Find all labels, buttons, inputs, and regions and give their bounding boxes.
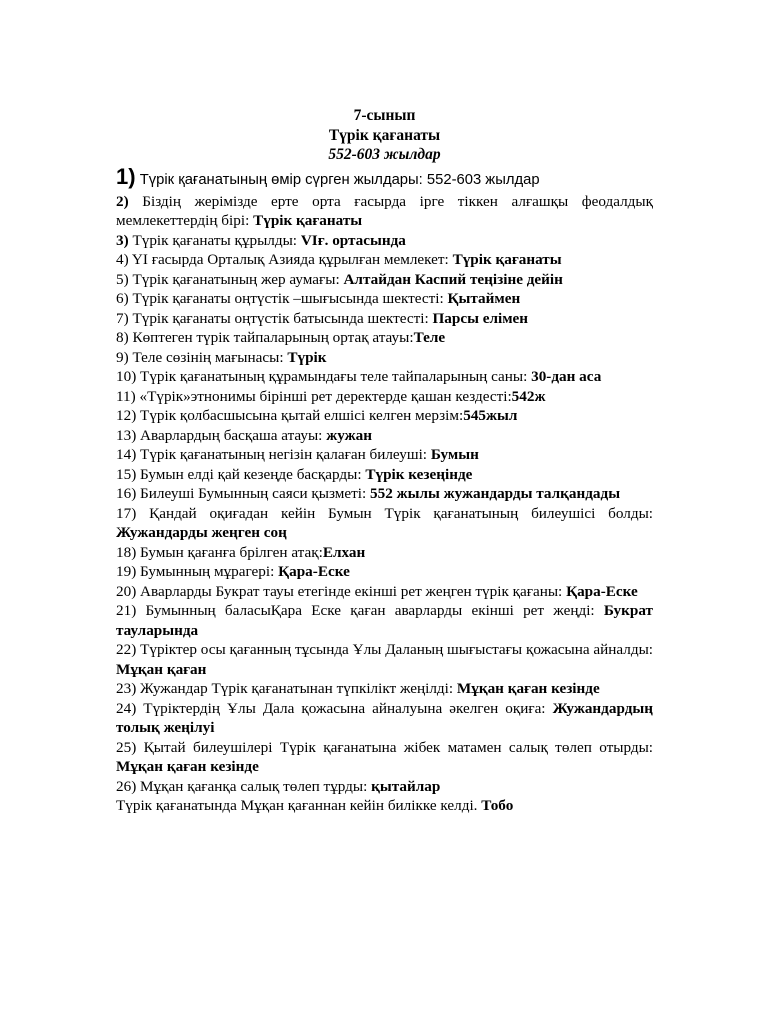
- answer-text: Түрік қағанаты: [452, 251, 562, 268]
- document-page: [116, 106, 653, 816]
- question-text: Көптеген түрік тайпаларының ортақ атауы:: [132, 329, 414, 346]
- question-item: [116, 484, 653, 504]
- answer-text: Түрік: [287, 348, 327, 366]
- question-text: YI ғасырда Орталық Азияда құрылған мемлекет:: [131, 251, 453, 268]
- question-number: 3): [116, 231, 129, 249]
- answer-text: Тобо: [481, 797, 514, 814]
- question-number: 10): [116, 368, 137, 385]
- question-item: [116, 406, 653, 426]
- question-number: 4): [116, 251, 129, 268]
- question-text: Билеуші Бумынның саяси қызметі:: [140, 485, 370, 502]
- question-number: 13): [116, 426, 137, 444]
- question-list: [116, 165, 653, 816]
- question-text: Бумын қағанға брілген атақ:: [140, 543, 323, 561]
- question-item: [116, 777, 653, 797]
- question-number: 12): [116, 407, 137, 424]
- question-item: [116, 582, 653, 602]
- answer-text: Елхан: [322, 543, 366, 561]
- question-number: 15): [116, 465, 137, 483]
- answer-text: Жужандардың толық жеңілуі: [116, 699, 654, 736]
- answer-text: Қытаймен: [447, 290, 521, 307]
- question-number: 5): [116, 270, 129, 288]
- answer-text: Букрат тауларында: [116, 602, 654, 639]
- question-item: [116, 367, 653, 387]
- answer-text: Мұқан қаған: [116, 660, 207, 678]
- question-number: 11): [116, 387, 136, 405]
- grade-heading: 7-сынып: [353, 107, 416, 124]
- question-text: Түрік қағанатының құрамындағы теле тайпаларының саны:: [140, 368, 532, 385]
- question-item: [116, 270, 653, 290]
- question-number: 6): [116, 290, 129, 307]
- question-item: [116, 426, 653, 446]
- answer-text: Теле: [413, 329, 446, 346]
- question-item: [116, 562, 653, 582]
- question-text: Түрік қағанатының негізін қалаған билеуші:: [140, 446, 431, 463]
- question-text: Бумынның мұрагері:: [140, 563, 279, 580]
- answer-text: Бумын: [430, 446, 479, 463]
- question-text: Біздің жерімізде ерте орта ғасырда ірге тіккен алғашқы феодалдық мемлекеттердің бірі:: [116, 192, 653, 229]
- question-text: Түрік қолбасшысына қытай елшісі келген мерзім:: [140, 407, 464, 424]
- question-number: 26): [116, 777, 137, 795]
- question-text: Түрік қағанаты оңтүстік батысында шектесті:: [132, 309, 433, 327]
- question-item: [116, 543, 653, 563]
- question-text: Түрік қағанатында Мұқан қағаннан кейін билікке келді.: [116, 797, 482, 814]
- question-item: [116, 192, 653, 231]
- answer-text: 542ж: [511, 387, 546, 405]
- question-text: Аварларды Букрат тауы етегінде екінші рет жеңген түрік қағаны:: [140, 582, 567, 600]
- question-item: [116, 640, 653, 679]
- question-number: 17): [116, 504, 137, 522]
- answer-text: Жужандарды жеңген соң: [116, 524, 287, 541]
- question-item: [116, 699, 653, 738]
- question-item: [116, 387, 653, 407]
- question-text: Қандай оқиғадан кейін Бумын Түрік қағанатының билеушісі болды:: [149, 504, 654, 522]
- answer-text: Қара-Еске: [566, 582, 638, 600]
- question-text: Бумынның баласыҚара Еске қаған аварларды екінші рет жеңді:: [145, 602, 604, 619]
- question-text: Қытай билеушілері Түрік қағанатына жібек матамен салық төлеп отырды:: [143, 738, 654, 756]
- question-item: [116, 231, 653, 251]
- question-number: 21): [116, 602, 137, 619]
- question-text: Теле сөзінің мағынасы:: [132, 348, 288, 366]
- question-text: Жужандар Түрік қағанатынан түпкілікт жеңілді:: [140, 680, 457, 697]
- question-item: [116, 289, 653, 309]
- answer-text: Түрік қағанаты: [253, 212, 363, 229]
- question-text: Түріктер осы қағанның тұсында Ұлы Даланың шығыстағы қожасына айналды:: [140, 641, 654, 658]
- question-text: Түрік қағанатының жер аумағы:: [132, 270, 344, 288]
- question-item: [116, 250, 653, 270]
- question-number: 23): [116, 680, 137, 697]
- answer-text: VIғ. ортасында: [300, 231, 406, 249]
- question-item: [116, 348, 653, 368]
- question-text: Түрік қағанаты оңтүстік –шығысында шектесті:: [132, 290, 448, 307]
- answer-text: жужан: [326, 426, 372, 444]
- question-item: [116, 738, 653, 777]
- question-text: Түрік қағанаты құрылды:: [132, 231, 301, 249]
- question-number: 7): [116, 309, 129, 327]
- question-item: [116, 465, 653, 485]
- question-number: 19): [116, 563, 137, 580]
- answer-text: Алтайдан Каспий теңізіне дейін: [343, 270, 563, 288]
- answer-text: Парсы елімен: [432, 309, 529, 327]
- question-text: Түріктердің Ұлы Дала қожасына айналуына әкелген оқиға:: [143, 699, 553, 717]
- question-number: 8): [116, 329, 129, 346]
- question-number: 14): [116, 446, 137, 463]
- question-text: Мұқан қағанқа салық төлеп тұрды:: [140, 777, 372, 795]
- question-number: 18): [116, 543, 137, 561]
- answer-text: 552 жылы жужандарды талқандады: [370, 485, 621, 502]
- question-item: [116, 601, 653, 640]
- answer-text: Қара-Еске: [278, 563, 350, 580]
- question-number: 2): [116, 192, 129, 210]
- answer-text: қытайлар: [371, 777, 441, 795]
- question-text: «Түрік»этнонимы бірінші рет деректерде қашан кездесті:: [139, 387, 512, 405]
- question-number: 1): [116, 163, 136, 189]
- question-item: [116, 679, 653, 699]
- question-text: Бумын елді қай кезеңде басқарды:: [140, 465, 366, 483]
- question-number: 25): [116, 738, 137, 756]
- question-number: 16): [116, 485, 137, 502]
- question-text: Аварлардың басқаша атауы:: [140, 426, 327, 444]
- question-number: 20): [116, 582, 137, 600]
- question-number: 22): [116, 641, 137, 658]
- document-years: 552-603 жылдар: [328, 146, 441, 163]
- question-number: 9): [116, 348, 129, 366]
- question-item: [116, 445, 653, 465]
- answer-text: Мұқан қаған кезінде: [456, 680, 600, 697]
- document-title: Түрік қағанаты: [328, 126, 441, 144]
- question-text: Түрік қағанатының өмір сүрген жылдары: 552-603 жылдар: [139, 171, 540, 188]
- answer-text: Мұқан қаған кезінде: [116, 758, 259, 775]
- answer-text: 545жыл: [463, 407, 518, 424]
- answer-text: 30-дан аса: [531, 368, 602, 385]
- question-item: [116, 165, 653, 192]
- answer-text: Түрік кезеңінде: [365, 465, 473, 483]
- question-item: [116, 309, 653, 329]
- question-number: 24): [116, 699, 137, 717]
- question-item: [116, 796, 653, 816]
- question-item: [116, 328, 653, 348]
- question-item: [116, 504, 653, 543]
